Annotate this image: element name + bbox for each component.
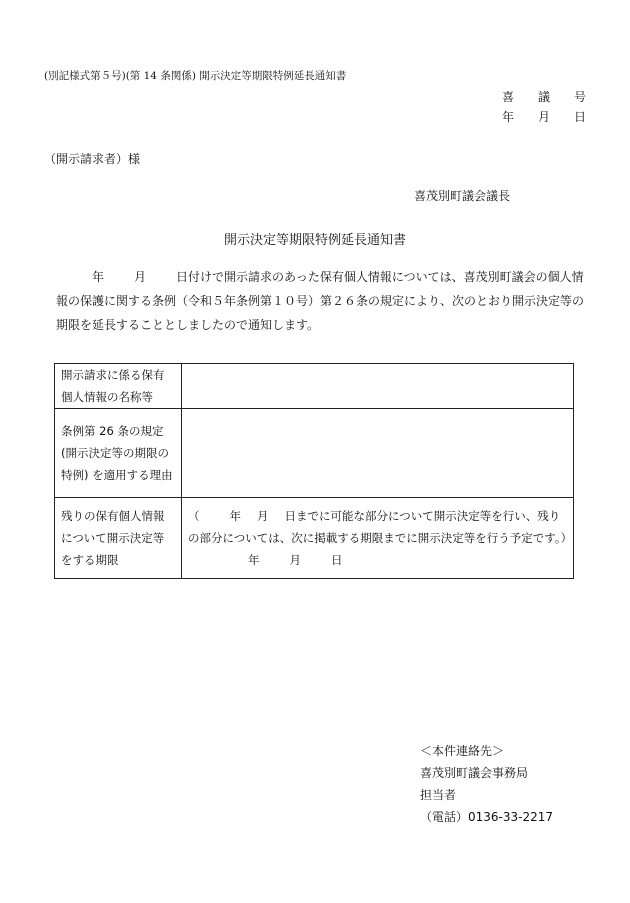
reference-date bbox=[502, 108, 586, 125]
sender: 喜茂別町議会議長 bbox=[414, 189, 511, 203]
body-text: 日付けで開示請求のあった保有個人情報については、喜茂別町議会の個人情報の保護に関する条例（令和５年条例第１０号）第２６条の規定により、次のとおり開示決定等の期限を延長することとしましたので通知します。 bbox=[56, 270, 585, 332]
contact-heading: ＜本件連絡先＞ bbox=[420, 744, 505, 758]
contact-person: 担当者 bbox=[420, 788, 457, 802]
ref-number-suffix: 号 bbox=[573, 90, 586, 104]
ref-date-year: 年 bbox=[502, 110, 515, 124]
table-row bbox=[55, 364, 574, 409]
body-month: 月 bbox=[134, 270, 147, 284]
reference-number bbox=[502, 88, 586, 105]
row3-value bbox=[182, 498, 574, 579]
document-title: 開示決定等期限特例延長通知書 bbox=[223, 233, 406, 248]
ref-date-day: 日 bbox=[573, 110, 586, 124]
row3-deadline-date: 年 月 日 bbox=[248, 553, 343, 567]
form-reference: (別記様式第５号)(第 14 条関係) 開示決定等期限特例延長通知書 bbox=[44, 70, 347, 82]
body-paragraph bbox=[56, 265, 588, 337]
recipient: （開示請求者）様 bbox=[44, 152, 141, 166]
ref-number-mid: 議 bbox=[537, 90, 550, 104]
body-year: 年 bbox=[92, 270, 105, 284]
row2-value bbox=[182, 409, 574, 498]
contact-phone: （電話）0136-33-2217 bbox=[420, 810, 554, 824]
info-table bbox=[54, 363, 574, 579]
contact-office: 喜茂別町議会事務局 bbox=[420, 766, 529, 780]
ref-date-month: 月 bbox=[537, 110, 550, 124]
contact-block bbox=[420, 740, 553, 828]
row3-label: 残りの保有個人情報について開示決定等をする期限 bbox=[55, 498, 182, 579]
row2-label: 条例第 26 条の規定(開示決定等の期限の特例) を適用する理由 bbox=[55, 409, 182, 498]
row3-text: （ 年 月 日までに可能な部分について開示決定等を行い、残りの部分については、次に掲載する期限までに開示決定等を行う予定です。） bbox=[188, 509, 573, 545]
table-row bbox=[55, 409, 574, 498]
row1-label: 開示請求に係る保有個人情報の名称等 bbox=[55, 364, 182, 409]
table-row bbox=[55, 498, 574, 579]
row1-value bbox=[182, 364, 574, 409]
ref-number-prefix: 喜 bbox=[502, 90, 515, 104]
